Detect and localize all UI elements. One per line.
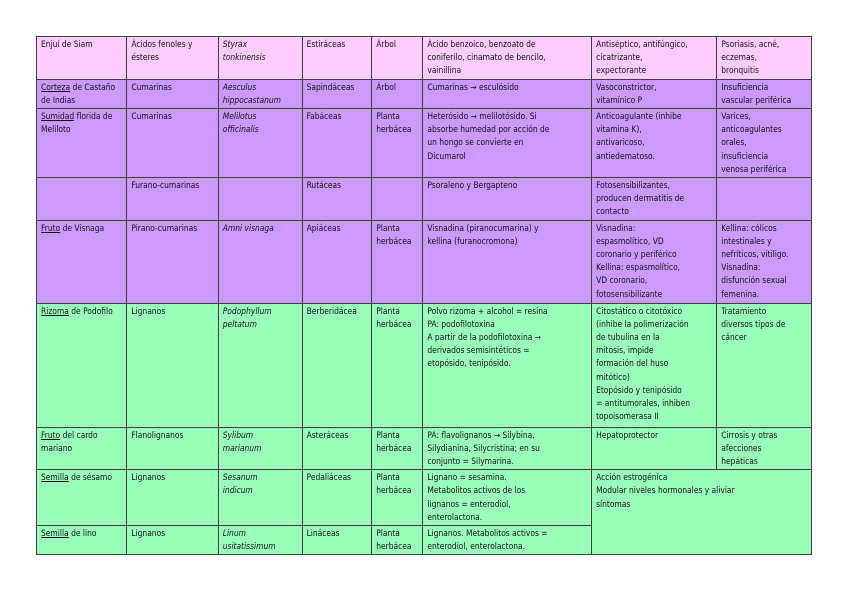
plant-part: Fruto [41, 429, 61, 440]
plant-cell [37, 526, 127, 555]
cell-line: Linum [222, 528, 246, 539]
action-cell [592, 220, 717, 303]
plant-cell [37, 109, 127, 178]
cell-line: anticoagulantes [721, 124, 782, 135]
cell-line: PA: flavolignanos → Silybina, [427, 429, 535, 440]
cell-line: disfunción sexual [721, 275, 787, 286]
cell-line: Planta [376, 472, 400, 483]
cell-line: Visnadina (piranocumarina) y [427, 222, 539, 233]
cell-line: Insuficiencia [721, 81, 769, 92]
cell-line: mitosis, impide [596, 345, 654, 356]
cell-line: orales, [721, 137, 747, 148]
cell-line: = antitumorales, inhiben [596, 398, 691, 409]
cell-line: espasmolítico, VD [596, 235, 664, 246]
cell-line: Fotosensibilizantes, [596, 180, 670, 191]
family-cell [302, 109, 372, 178]
cell-line: femenina. [721, 288, 760, 299]
action-cell [592, 79, 717, 108]
cell-line: tonkinensis [222, 52, 266, 63]
table-row [37, 37, 812, 80]
cell-line: Citostático o citotóxico [596, 305, 683, 316]
family-text: Pedaliáceas [306, 472, 351, 483]
plant-cell [37, 79, 127, 108]
cell-line: Psoraleno y Bergapteno [427, 180, 518, 191]
cell-line: Kellina: cólicos [721, 222, 777, 233]
table-row [37, 427, 812, 470]
uses-cell [717, 79, 812, 108]
type-cell [372, 79, 423, 108]
species-cell [218, 303, 302, 427]
table-body [37, 37, 812, 555]
cell-line: A partir de la podofilotoxina → [427, 332, 542, 343]
table-row [37, 470, 812, 526]
uses-cell [717, 37, 812, 80]
family-text: Estiráceas [306, 39, 346, 49]
cell-line: nefríticos, vitiligo. [721, 249, 789, 260]
principles-cell [423, 37, 592, 80]
cell-line: enterodiol, enterolactona. [427, 541, 526, 552]
cell-line: Tratamiento [721, 305, 767, 316]
table-row [37, 109, 812, 178]
cell-line: herbácea [376, 442, 412, 453]
cell-line: officinalis [222, 124, 259, 135]
cell-line: Sesanum [222, 472, 258, 483]
compound-cell [127, 470, 218, 526]
uses-cell [717, 220, 812, 303]
cell-line: conjunto = Silymarina. [427, 456, 514, 467]
species-cell [218, 470, 302, 526]
species-cell [218, 178, 302, 221]
compound-text: Cumarinas [131, 111, 172, 122]
family-cell [302, 178, 372, 221]
plant-cell [37, 303, 127, 427]
cell-line: Psoriasis, acné, [721, 39, 780, 49]
cell-line: PA: podofilotoxina [427, 318, 495, 329]
cell-line: fotosensibilizante [596, 288, 663, 299]
family-text: Sapindáceas [306, 81, 355, 92]
cell-line: Planta [376, 305, 400, 316]
cell-line: antivaricoso, [596, 137, 645, 148]
cell-line: absorbe humedad por acción de [427, 124, 550, 135]
species-cell [218, 79, 302, 108]
plant-name: de sésamo [68, 472, 112, 483]
compound-cell [127, 303, 218, 427]
cell-line: enterolactona. [427, 511, 483, 522]
cell-line: Antiséptico, antifúngico, [596, 39, 688, 49]
cell-line: Hepatoprotector [596, 429, 659, 440]
cell-line: Modular niveles hormonales y aliviar [596, 485, 735, 496]
cell-line: Lignanos. Metabolitos activos = [427, 528, 548, 539]
type-cell [372, 220, 423, 303]
plant-cell [37, 470, 127, 526]
plant-part: Semilla [41, 528, 69, 539]
cell-line: Planta [376, 111, 400, 122]
plant-cell [37, 220, 127, 303]
table-row [37, 178, 812, 221]
principles-cell [423, 109, 592, 178]
cell-line: Ácido benzoico, benzoato de [427, 39, 536, 49]
action-uses-cell [592, 470, 812, 555]
plant-cell [37, 427, 127, 470]
uses-cell [717, 427, 812, 470]
family-text: Berberidácea [306, 305, 357, 316]
cell-line: Árbol [376, 39, 396, 49]
species-cell [218, 109, 302, 178]
type-cell [372, 526, 423, 555]
cell-line: Visnadina: [721, 262, 761, 273]
table-row [37, 303, 812, 427]
principles-cell [423, 303, 592, 427]
type-cell [372, 427, 423, 470]
principles-cell [423, 178, 592, 221]
cell-line: Metabolitos activos de los [427, 485, 526, 496]
cell-line: síntomas [596, 498, 631, 509]
plant-part: Rizoma [41, 305, 69, 316]
plant-name: florida de Meliloto [41, 111, 113, 135]
cell-line: insuficiencia [721, 150, 769, 161]
table-row [37, 79, 812, 108]
cell-line: Dicumarol [427, 150, 466, 161]
type-cell [372, 470, 423, 526]
cell-line: Kellina: espasmolítico, [596, 262, 681, 273]
cell-line: un hongo se convierte en [427, 137, 524, 148]
cell-line: producen dermatitis de [596, 193, 685, 204]
action-cell [592, 109, 717, 178]
type-cell [372, 37, 423, 80]
species-cell [218, 37, 302, 80]
compound-text: Lignanos [131, 305, 166, 316]
cell-line: cáncer [721, 332, 747, 343]
action-cell [592, 427, 717, 470]
cell-line: Melilotus [222, 111, 257, 122]
cell-line: Cumarinas → esculósido [427, 81, 519, 92]
plant-name: de Podofilo [68, 305, 113, 316]
cell-line: vascular periférica [721, 94, 792, 105]
compound-cell [127, 220, 218, 303]
compound-text: Flanolignanos [131, 429, 184, 440]
cell-line: hepáticas [721, 456, 758, 467]
principles-cell [423, 220, 592, 303]
compound-text: Lignanos [131, 528, 166, 539]
plant-part: Semilla [41, 472, 69, 483]
cell-line: Planta [376, 528, 400, 539]
cell-line: Podophyllum [222, 305, 272, 316]
cell-line: de tubulina en la [596, 332, 660, 343]
cell-line: Planta [376, 429, 400, 440]
cell-line: kellina (furanocromona) [427, 235, 518, 246]
family-cell [302, 526, 372, 555]
compound-cell [127, 427, 218, 470]
cell-line: coronario y periférico [596, 249, 677, 260]
cell-line: Amni visnaga [222, 222, 274, 233]
cell-line: Heterósido → melilotósido. Si [427, 111, 537, 122]
cell-line: etopósido, tenipósido. [427, 358, 511, 369]
cell-line: Planta [376, 222, 400, 233]
principles-cell [423, 79, 592, 108]
cell-line: Anticoagulante (inhibe [596, 111, 682, 122]
cell-line: herbácea [376, 318, 412, 329]
cell-line: usitatissimum [222, 541, 276, 552]
cell-line: Silydianina, Silycristina; en su [427, 442, 540, 453]
family-cell [302, 79, 372, 108]
cell-line: Aesculus [222, 81, 257, 92]
cell-line: Varices, [721, 111, 751, 122]
uses-cell [717, 178, 812, 221]
cell-line: vainillina [427, 65, 462, 76]
table-row [37, 220, 812, 303]
cell-line: indicum [222, 485, 253, 496]
cell-line: herbácea [376, 235, 412, 246]
cell-line: antiedematoso. [596, 150, 655, 161]
plant-name: del cardo mariano [41, 429, 98, 453]
cell-line: intestinales y [721, 235, 772, 246]
cell-line: coniferilo, cinamato de bencilo, [427, 52, 546, 63]
cell-line: mitótico) [596, 371, 630, 382]
plant-name: Enjuí de Siam [41, 39, 93, 49]
phytotherapy-table [36, 36, 812, 555]
type-cell [372, 303, 423, 427]
plant-cell [37, 178, 127, 221]
plant-cell [37, 37, 127, 80]
cell-line: Acción estrogénica [596, 472, 668, 483]
cell-line: vitamina K), [596, 124, 642, 135]
compound-cell [127, 526, 218, 555]
cell-line: expectorante [596, 65, 647, 76]
family-text: Apiáceas [306, 222, 341, 233]
cell-line: marianum [222, 442, 262, 453]
compound-text: Ácidos fenoles y ésteres [131, 39, 193, 63]
action-cell [592, 303, 717, 427]
family-cell [302, 303, 372, 427]
cell-line: herbácea [376, 124, 412, 135]
action-cell [592, 178, 717, 221]
compound-cell [127, 37, 218, 80]
plant-name: de lino [68, 528, 97, 539]
species-cell [218, 526, 302, 555]
compound-cell [127, 109, 218, 178]
cell-line: vitamínico P [596, 94, 643, 105]
cell-line: herbácea [376, 541, 412, 552]
family-text: Fabáceas [306, 111, 342, 122]
cell-line: Lignano = sesamina. [427, 472, 507, 483]
compound-text: Cumarinas [131, 81, 172, 92]
plant-name: de Castaño de Indias [41, 81, 116, 105]
plant-name: de Visnaga [60, 222, 105, 233]
uses-cell [717, 109, 812, 178]
cell-line: bronquitis [721, 65, 759, 76]
uses-cell [717, 303, 812, 427]
principles-cell [423, 427, 592, 470]
compound-text: Pirano-cumarinas [131, 222, 198, 233]
cell-line: Polvo rizoma + alcohol = resina [427, 305, 548, 316]
cell-line: Cirrosis y otras [721, 429, 778, 440]
type-cell [372, 109, 423, 178]
cell-line: VD coronario, [596, 275, 648, 286]
cell-line: eczemas, [721, 52, 757, 63]
cell-line: herbácea [376, 485, 412, 496]
cell-line: Vasoconstrictor, [596, 81, 657, 92]
plant-part: Fruto [41, 222, 61, 233]
cell-line: peltatum [222, 318, 257, 329]
cell-line: Visnadina: [596, 222, 636, 233]
cell-line: cicatrizante, [596, 52, 643, 63]
cell-line: Sylibum [222, 429, 254, 440]
compound-cell [127, 79, 218, 108]
cell-line: hippocastanum [222, 94, 281, 105]
compound-text: Furano-cumarinas [131, 180, 200, 191]
species-cell [218, 427, 302, 470]
principles-cell [423, 470, 592, 526]
cell-line: derivados semisintéticos = [427, 345, 530, 356]
cell-line: Styrax [222, 39, 248, 49]
cell-line: contacto [596, 206, 629, 217]
plant-part: Corteza [41, 81, 71, 92]
cell-line: formación del huso [596, 358, 669, 369]
family-cell [302, 427, 372, 470]
cell-line: afecciones [721, 442, 762, 453]
type-cell [372, 178, 423, 221]
family-cell [302, 220, 372, 303]
family-cell [302, 470, 372, 526]
family-text: Rutáceas [306, 180, 342, 191]
compound-text: Lignanos [131, 472, 166, 483]
family-text: Asteráceas [306, 429, 349, 440]
cell-line: topoisomerasa II [596, 411, 659, 422]
species-cell [218, 220, 302, 303]
family-cell [302, 37, 372, 80]
principles-cell [423, 526, 592, 555]
family-text: Lináceas [306, 528, 340, 539]
cell-line: (inhibe la polimerización [596, 318, 689, 329]
cell-line: Etopósido y tenipósido [596, 384, 682, 395]
cell-line: lignanos = enterodiol, [427, 498, 511, 509]
action-cell [592, 37, 717, 80]
compound-cell [127, 178, 218, 221]
cell-line: Árbol [376, 81, 396, 92]
cell-line: venosa periférica [721, 163, 787, 174]
plant-part: Sumidad [41, 111, 75, 122]
cell-line: diversos tipos de [721, 318, 786, 329]
